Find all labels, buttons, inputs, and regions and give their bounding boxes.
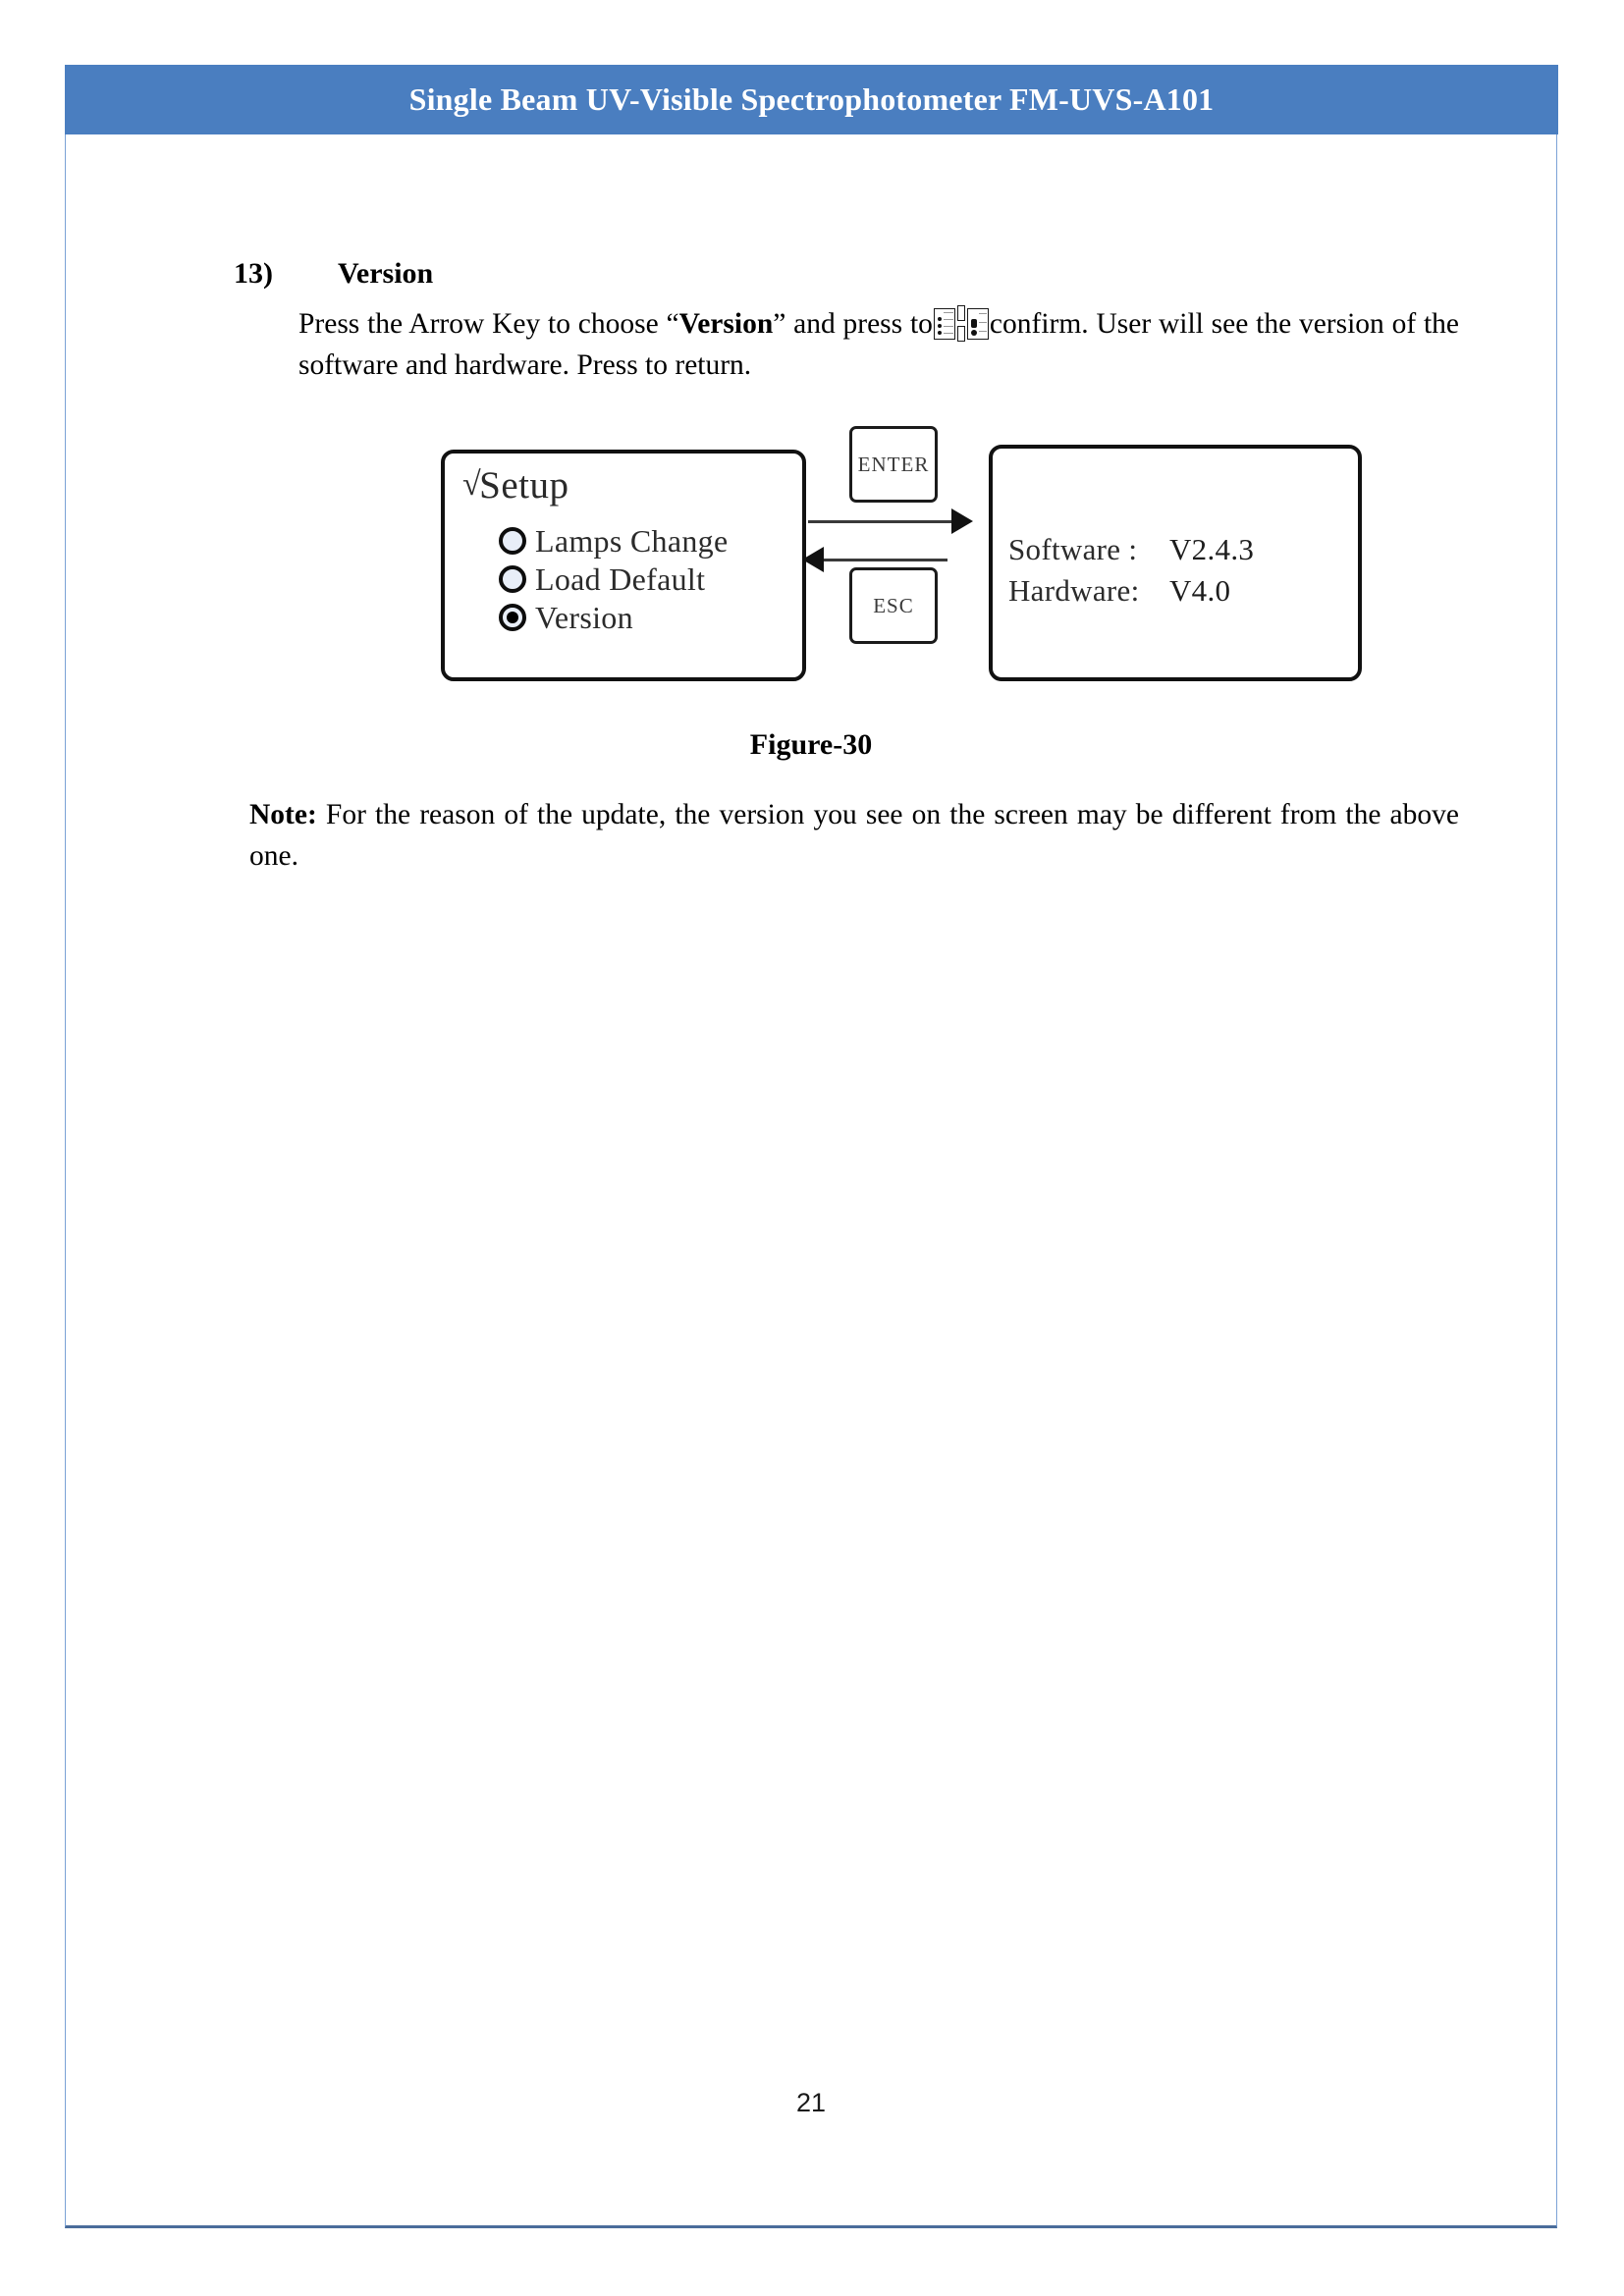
radio-icon-lamps-change[interactable] xyxy=(499,527,526,555)
section-number: 13) xyxy=(234,257,273,290)
section-heading xyxy=(234,257,1461,291)
note-text: For the reason of the update, the version you see on the screen may be different from the above one. xyxy=(249,799,1459,872)
esc-key-label: ESC xyxy=(873,593,914,617)
arrow-esc-back-line xyxy=(814,559,947,561)
enter-key-label: ENTER xyxy=(857,452,930,476)
lcd-setup-title xyxy=(462,463,569,507)
setup-version-diagram-thumbnail-icon xyxy=(934,304,989,344)
thumbnail-right-panel xyxy=(967,308,989,340)
header-banner xyxy=(65,65,1558,134)
intro-text-bold: Version xyxy=(678,308,774,340)
radical-check-icon: √ xyxy=(462,466,482,503)
header-title: Single Beam UV-Visible Spectrophotometer FM-UVS-A101 xyxy=(408,81,1215,117)
version-label: Software : xyxy=(1008,532,1138,566)
version-row-hardware xyxy=(1008,573,1254,614)
lcd-option-label: Load Default xyxy=(535,561,706,597)
esc-key[interactable] xyxy=(849,567,938,644)
version-row-software xyxy=(1008,532,1254,573)
radio-icon-version-selected[interactable] xyxy=(499,604,526,631)
intro-paragraph xyxy=(298,303,1459,386)
lcd-option-label: Lamps Change xyxy=(535,522,729,559)
note-label: Note: xyxy=(249,799,317,830)
enter-key[interactable] xyxy=(849,426,938,503)
radio-icon-load-default[interactable] xyxy=(499,565,526,593)
intro-text-part1: Press the Arrow Key to choose “ xyxy=(298,308,679,340)
intro-text-part2: ” and press to xyxy=(773,308,933,340)
lcd-setup-title-text: Setup xyxy=(479,464,569,507)
thumbnail-enter-key xyxy=(957,305,965,321)
version-info-list xyxy=(1008,532,1254,614)
version-value: V2.4.3 xyxy=(1169,532,1255,566)
page-number: 21 xyxy=(795,2088,827,2117)
arrow-esc-back-head-icon xyxy=(802,547,824,572)
lcd-option-label: Version xyxy=(535,599,633,635)
arrow-enter-forward-head-icon xyxy=(951,508,973,534)
arrow-enter-forward-line xyxy=(808,520,957,523)
intro-text-part3: confirm. User will see the version of the software and hardware. Press to return. xyxy=(298,308,1460,381)
figure-caption: Figure-30 xyxy=(749,728,873,761)
page-content xyxy=(65,134,1557,2228)
lcd-setup-panel xyxy=(441,450,806,681)
version-value: V4.0 xyxy=(1169,573,1231,608)
lcd-version-panel xyxy=(989,445,1362,681)
thumbnail-esc-key xyxy=(957,326,965,342)
section-title: Version xyxy=(338,257,434,290)
lcd-option-load-default[interactable] xyxy=(499,561,728,598)
lcd-option-version[interactable] xyxy=(499,599,728,636)
version-label: Hardware: xyxy=(1008,573,1140,608)
note-paragraph xyxy=(249,794,1459,877)
lcd-option-lamps-change[interactable] xyxy=(499,522,728,560)
lcd-option-list xyxy=(499,522,728,637)
thumbnail-left-panel xyxy=(934,308,955,340)
figure-diagram xyxy=(441,426,1364,716)
